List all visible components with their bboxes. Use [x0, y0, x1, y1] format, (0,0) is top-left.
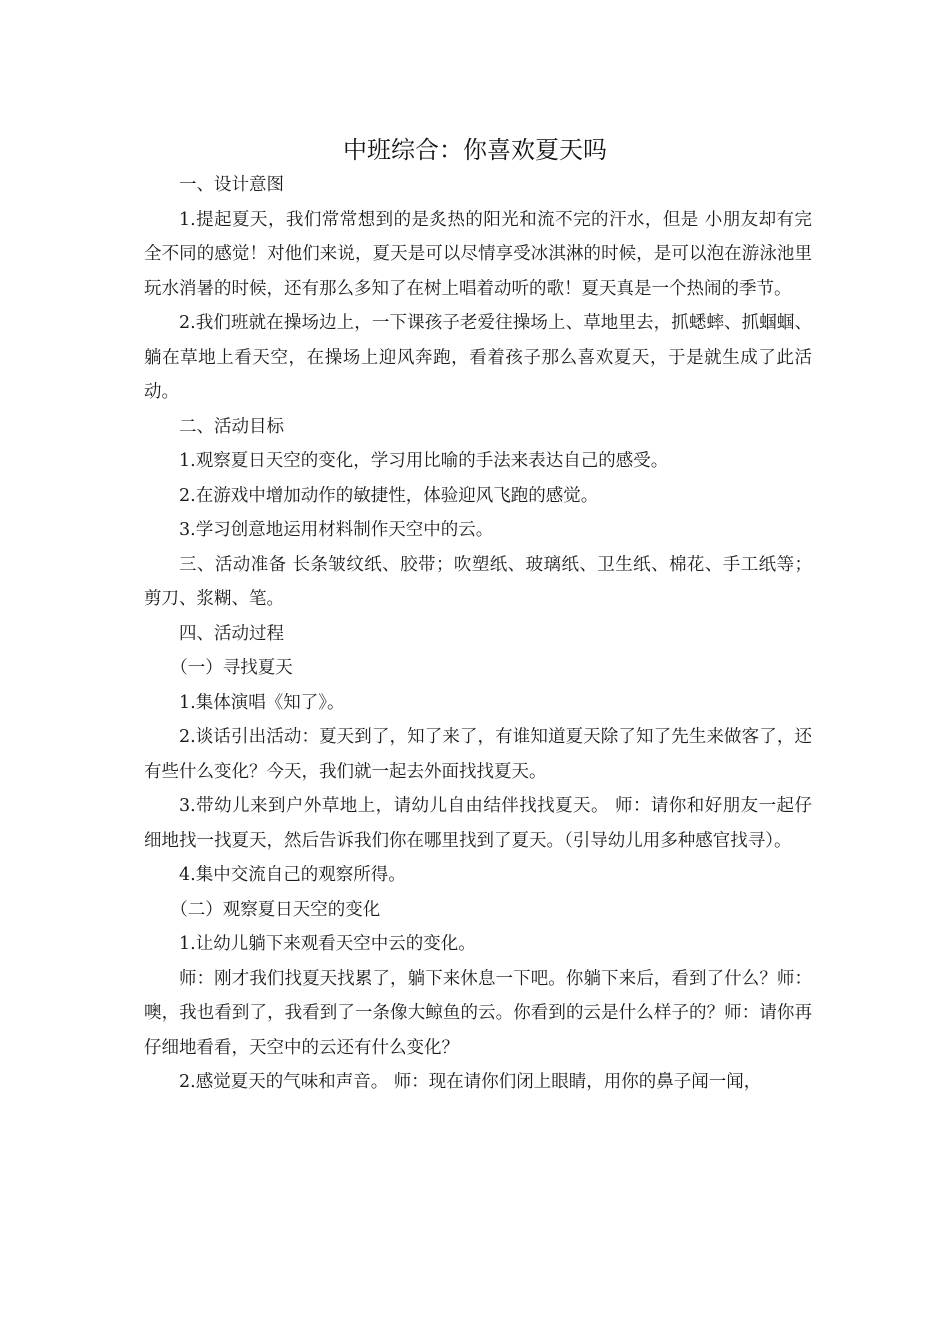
- paragraph: 4.集中交流自己的观察所得。: [179, 865, 406, 885]
- paragraph: 3.带幼儿来到户外草地上，请幼儿自由结伴找找夏天。 师：请你和好朋友一起仔细地找一找夏天，然后告诉我们你在哪里找到了夏天。（引导幼儿用多种感官找寻）。: [144, 796, 812, 851]
- paragraph: 1.提起夏天，我们常常想到的是炙热的阳光和流不完的汗水，但是 小朋友却有完全不同的感觉！对他们来说，夏天是可以尽情享受冰淇淋的时候，是可以泡在游泳池里玩水消暑的时候，还有那么多知了在树上唱着动听的歌！夏天真是一个热闹的季节。: [144, 209, 812, 299]
- paragraph: 2.在游戏中增加动作的敏捷性，体验迎风飞跑的感觉。: [179, 485, 599, 506]
- section-heading-goals: 二、活动目标: [179, 416, 284, 437]
- subsection-heading-observe-sky: （二）观察夏日天空的变化: [170, 899, 381, 920]
- paragraph: 1.让幼儿躺下来观看天空中云的变化。: [179, 934, 476, 954]
- paragraph: 3.学习创意地运用材料制作天空中的云。: [179, 520, 494, 540]
- section-heading-preparation: 三、活动准备 长条皱纹纸、胶带；吹塑纸、玻璃纸、卫生纸、棉花、手工纸等；剪刀、浆糊、笔。: [144, 554, 812, 609]
- paragraph: 2.感觉夏天的气味和声音。 师：现在请你们闭上眼睛，用你的鼻子闻一闻，: [179, 1072, 762, 1092]
- document-body: [144, 168, 812, 1100]
- paragraph: 1.集体演唱《知了》。: [179, 692, 345, 713]
- paragraph: 1.观察夏日天空的变化，学习用比喻的手法来表达自己的感受。: [179, 451, 669, 471]
- section-heading-process: 四、活动过程: [179, 623, 284, 644]
- paragraph: 师：刚才我们找夏天找累了，躺下来休息一下吧。你躺下来后，看到了什么？师：噢，我也看到了，我看到了一条像大鲸鱼的云。你看到的云是什么样子的？师：请你再仔细地看看，天空中的云还有什么变化？: [144, 968, 812, 1058]
- paragraph: 2.谈话引出活动：夏天到了，知了来了，有谁知道夏天除了知了先生来做客了，还有些什么变化？今天，我们就一起去外面找找夏天。: [144, 727, 812, 782]
- paragraph: 2.我们班就在操场边上，一下课孩子老爱往操场上、草地里去，抓蟋蟀、抓蝈蝈、躺在草地上看天空，在操场上迎风奔跑，看着孩子那么喜欢夏天，于是就生成了此活动。: [144, 313, 812, 402]
- subsection-heading-find-summer: （一）寻找夏天: [170, 658, 293, 678]
- section-heading-design-intent: 一、设计意图: [179, 175, 284, 195]
- document-title: 中班综合：你喜欢夏天吗: [343, 136, 607, 164]
